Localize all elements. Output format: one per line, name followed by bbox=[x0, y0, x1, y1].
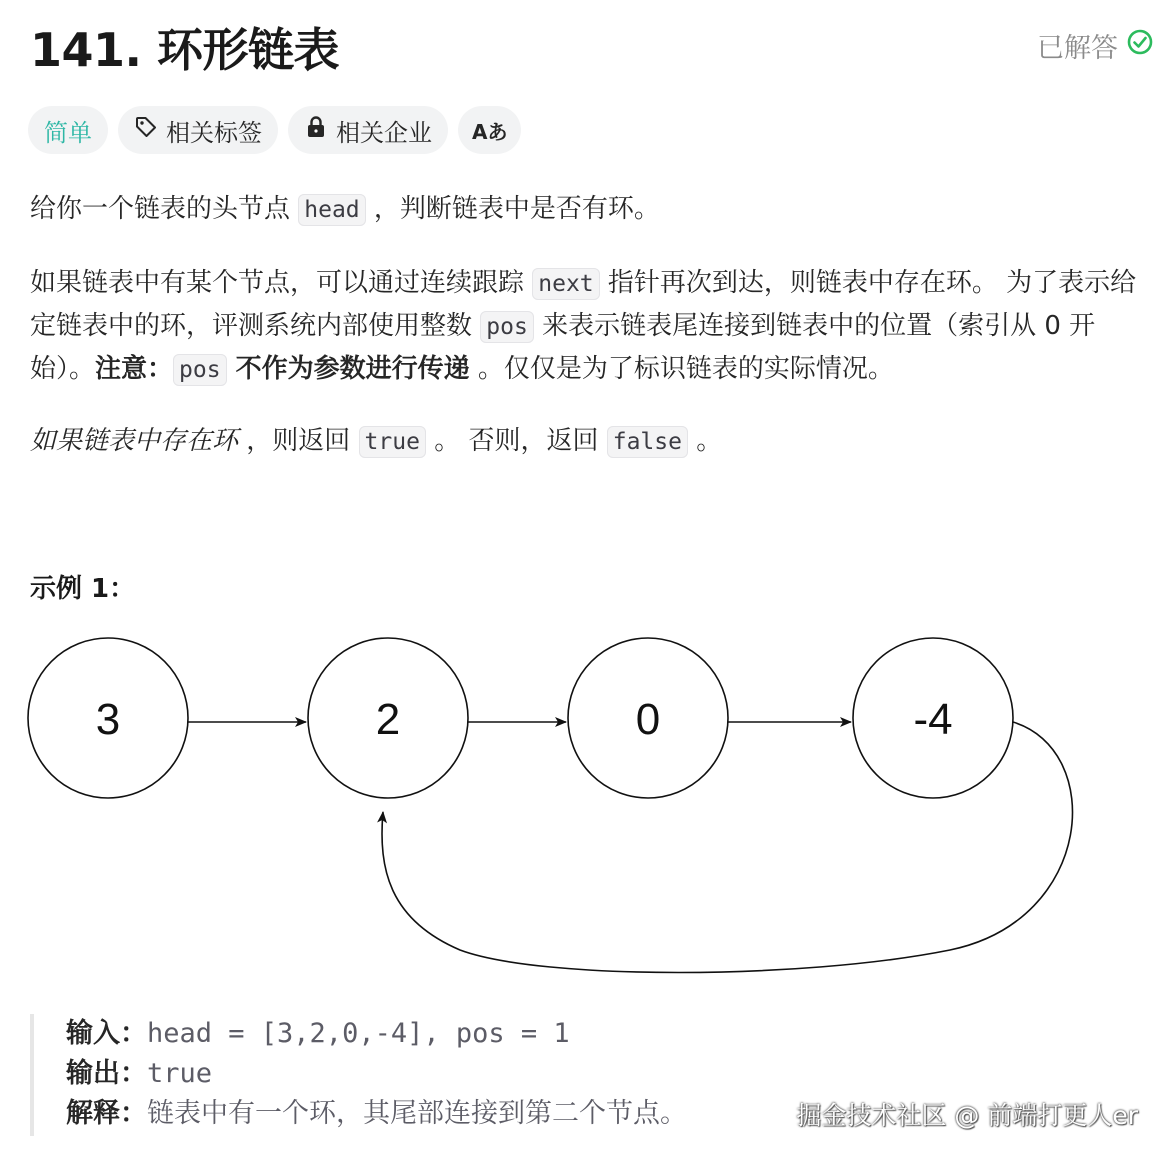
solved-label: 已解答 bbox=[1037, 33, 1118, 64]
example-title: 示例 1： bbox=[30, 574, 136, 604]
code-pos: pos bbox=[480, 311, 534, 343]
text: 。仅仅是为了标识链表的实际情况。 bbox=[469, 354, 894, 384]
node-2 bbox=[308, 638, 468, 798]
input-value: head = [3,2,0,-4], pos = 1 bbox=[147, 1018, 570, 1049]
text: 如果链表中有某个节点，可以通过连续跟踪 bbox=[30, 268, 533, 298]
text: 。 bbox=[687, 426, 723, 456]
text: 来表示链表尾连接到链表中的位置（索引从 0 开始）。 bbox=[30, 311, 1096, 384]
node-1-value: 3 bbox=[95, 695, 121, 744]
example-io-block bbox=[30, 1014, 750, 1136]
code-pos-2: pos bbox=[173, 354, 227, 386]
input-label: 输入： bbox=[66, 1018, 147, 1049]
related-tags-button[interactable] bbox=[118, 106, 278, 154]
node-4 bbox=[853, 638, 1013, 798]
watermark: 掘金技术社区 @ 前端打更人er bbox=[796, 1101, 1138, 1130]
code-head: head bbox=[298, 194, 365, 226]
check-circle-icon bbox=[1126, 28, 1154, 63]
text: ，判断链表中是否有环。 bbox=[365, 194, 660, 224]
note-label: 注意： bbox=[95, 354, 174, 384]
code-next: next bbox=[532, 268, 599, 300]
translate-icon: Aあ bbox=[472, 119, 508, 144]
tag-icon bbox=[134, 115, 158, 145]
example-explain-row bbox=[66, 1094, 750, 1134]
example-output-row bbox=[66, 1054, 750, 1094]
description-paragraph-1 bbox=[30, 188, 1142, 231]
output-label: 输出： bbox=[66, 1058, 147, 1089]
difficulty-label: 简单 bbox=[44, 118, 92, 147]
description-paragraph-2 bbox=[30, 262, 1142, 391]
code-true: true bbox=[359, 426, 426, 458]
explain-value: 链表中有一个环，其尾部连接到第二个节点。 bbox=[147, 1098, 687, 1129]
node-1 bbox=[28, 638, 188, 798]
related-companies-label: 相关企业 bbox=[336, 118, 432, 147]
text: 给你一个链表的头节点 bbox=[30, 194, 299, 224]
node-3 bbox=[568, 638, 728, 798]
description-paragraph-3 bbox=[30, 420, 1142, 463]
text: ，则返回 bbox=[238, 426, 359, 456]
note-bold-text: 不作为参数进行传递 bbox=[226, 354, 470, 384]
code-false: false bbox=[607, 426, 688, 458]
example-input-row bbox=[66, 1014, 750, 1054]
italic-text: 如果链表中存在环 bbox=[30, 426, 239, 456]
output-value: true bbox=[147, 1058, 213, 1089]
difficulty-tag[interactable] bbox=[28, 106, 108, 154]
node-3-value: 0 bbox=[635, 695, 661, 744]
translate-button[interactable] bbox=[458, 106, 521, 154]
text: 指针再次到达，则链表中存在环。 为了表示给定链表中的环，评测系统内部使用整数 bbox=[30, 268, 1137, 341]
explain-label: 解释： bbox=[66, 1098, 147, 1129]
node-2-value: 2 bbox=[375, 695, 401, 744]
linked-list-diagram bbox=[20, 630, 1100, 990]
text: 。 否则，返回 bbox=[425, 426, 607, 456]
solved-status bbox=[1037, 26, 1154, 65]
node-4-value: -4 bbox=[913, 695, 953, 744]
related-tags-label: 相关标签 bbox=[166, 118, 262, 147]
related-companies-button[interactable] bbox=[288, 106, 448, 154]
lock-icon bbox=[304, 115, 328, 145]
tag-bar bbox=[28, 106, 521, 154]
page-title: 141. 环形链表 bbox=[30, 23, 340, 77]
